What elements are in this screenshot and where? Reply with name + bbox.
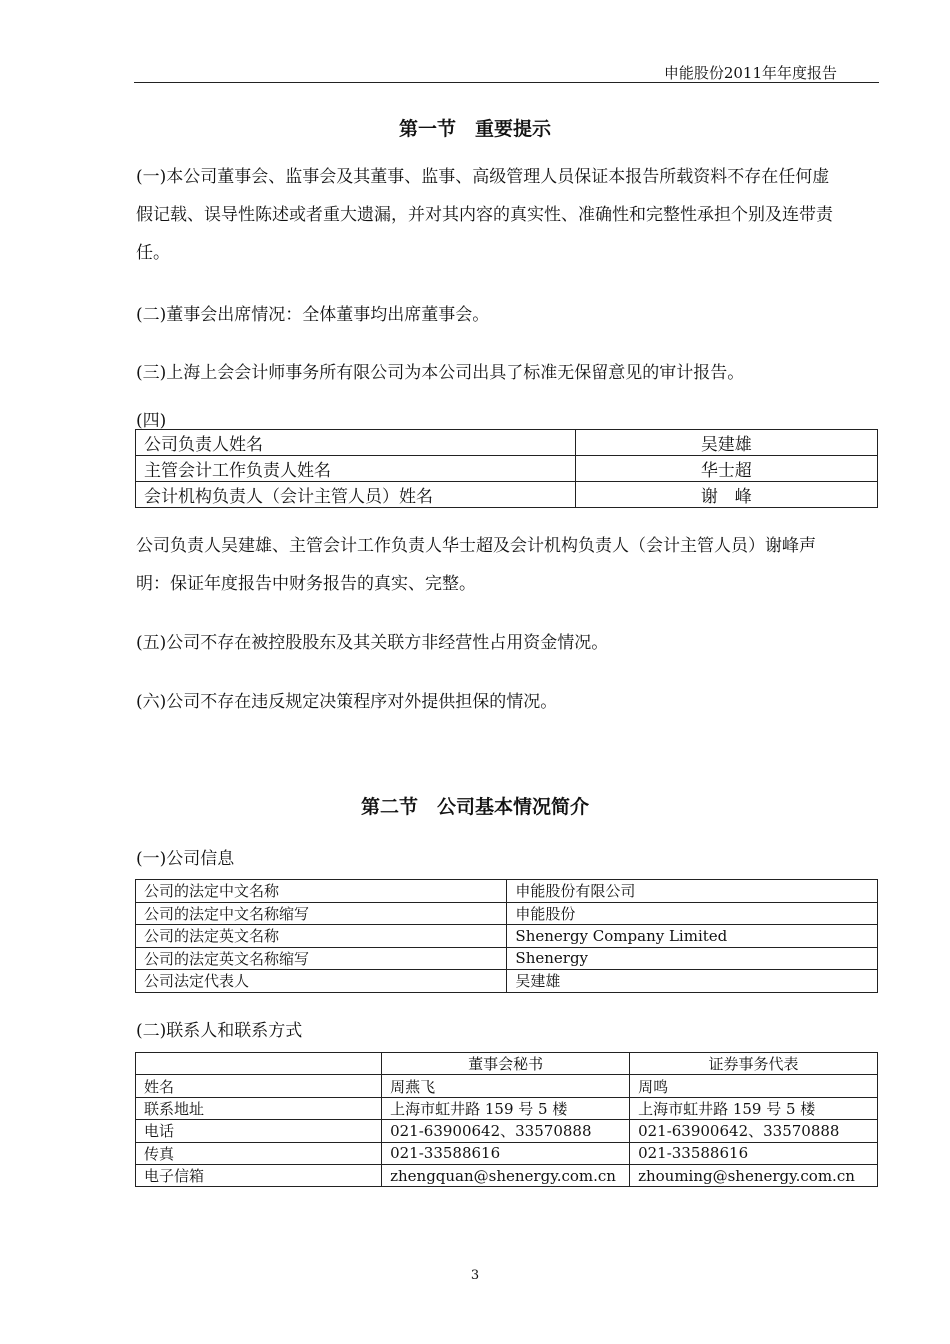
section2-title: 第二节 公司基本情况简介 (360, 796, 589, 818)
notice-item-3: (三)上海上会会计师事务所有限公司为本公司出具了标准无保留意见的审计报告。 (136, 363, 745, 383)
table-row (136, 925, 878, 948)
notice-item-4-label: (四) (136, 411, 167, 431)
table-row (136, 1142, 878, 1164)
table-cell: 电话 (136, 1120, 382, 1142)
table-cell-label: 公司的法定中文名称缩写 (136, 902, 507, 925)
table-cell: 传真 (136, 1142, 382, 1164)
table-cell: 021-63900642、33570888 (382, 1120, 630, 1142)
notice-item-1: (一)本公司董事会、监事会及其董事、监事、高级管理人员保证本报告所载资料不存在任何虚假记载、误导性陈述或者重大遗漏，并对其内容的真实性、准确性和完整性承担个别及连带责任。 (136, 167, 833, 263)
table-row (136, 902, 878, 925)
table-cell: 周燕飞 (382, 1075, 630, 1097)
table-header-row (136, 1053, 878, 1075)
table-cell: 上海市虹井路 159 号 5 楼 (630, 1097, 878, 1119)
company-info-table (135, 879, 878, 993)
contact-heading: (二)联系人和联系方式 (136, 1021, 303, 1041)
table-cell: 周鸣 (630, 1075, 878, 1097)
table-cell: 021-33588616 (630, 1142, 878, 1164)
table-cell-value: 华士超 (575, 456, 877, 482)
table-row (136, 1164, 878, 1186)
table-header-cell: 董事会秘书 (382, 1053, 630, 1075)
table-cell-label: 公司法定代表人 (136, 970, 507, 993)
table-cell-value: Shenergy (507, 947, 878, 970)
header-divider (134, 82, 879, 83)
page-number: 3 (470, 1268, 480, 1283)
report-header-title: 申能股份2011年年度报告 (663, 64, 837, 82)
table-cell-label: 主管会计工作负责人姓名 (136, 456, 576, 482)
table-cell-value: 申能股份有限公司 (507, 880, 878, 903)
table-cell-label: 公司负责人姓名 (136, 430, 576, 456)
responsible-persons-table (135, 429, 878, 508)
table-row (136, 1120, 878, 1142)
table-row (136, 970, 878, 993)
table-cell-label: 会计机构负责人（会计主管人员）姓名 (136, 482, 576, 508)
table-cell: 上海市虹井路 159 号 5 楼 (382, 1097, 630, 1119)
table-header-cell (136, 1053, 382, 1075)
responsibility-statement: 公司负责人吴建雄、主管会计工作负责人华士超及会计机构负责人（会计主管人员）谢峰声明：保证年度报告中财务报告的真实、完整。 (136, 536, 816, 594)
table-cell-label: 公司的法定英文名称缩写 (136, 947, 507, 970)
table-row (136, 880, 878, 903)
table-cell: 021-33588616 (382, 1142, 630, 1164)
table-row (136, 1097, 878, 1119)
table-cell: 联系地址 (136, 1097, 382, 1119)
table-cell-value: Shenergy Company Limited (507, 925, 878, 948)
contact-table (135, 1052, 878, 1187)
notice-item-6: (六)公司不存在违反规定决策程序对外提供担保的情况。 (136, 692, 558, 712)
table-cell: 021-63900642、33570888 (630, 1120, 878, 1142)
company-info-heading: (一)公司信息 (136, 849, 235, 869)
table-cell: 姓名 (136, 1075, 382, 1097)
table-cell: 电子信箱 (136, 1164, 382, 1186)
table-cell-value: 申能股份 (507, 902, 878, 925)
section1-title: 第一节 重要提示 (398, 118, 551, 140)
table-cell-value: 吴建雄 (507, 970, 878, 993)
table-row (136, 1075, 878, 1097)
table-row (136, 947, 878, 970)
table-row (136, 482, 878, 508)
table-row (136, 430, 878, 456)
table-row (136, 456, 878, 482)
notice-item-5: (五)公司不存在被控股股东及其关联方非经营性占用资金情况。 (136, 633, 609, 653)
table-cell: zhouming@shenergy.com.cn (630, 1164, 878, 1186)
table-cell-label: 公司的法定中文名称 (136, 880, 507, 903)
table-cell: zhengquan@shenergy.com.cn (382, 1164, 630, 1186)
table-cell-label: 公司的法定英文名称 (136, 925, 507, 948)
table-header-cell: 证券事务代表 (630, 1053, 878, 1075)
notice-item-2: (二)董事会出席情况：全体董事均出席董事会。 (136, 305, 490, 325)
table-cell-value: 谢 峰 (575, 482, 877, 508)
table-cell-value: 吴建雄 (575, 430, 877, 456)
